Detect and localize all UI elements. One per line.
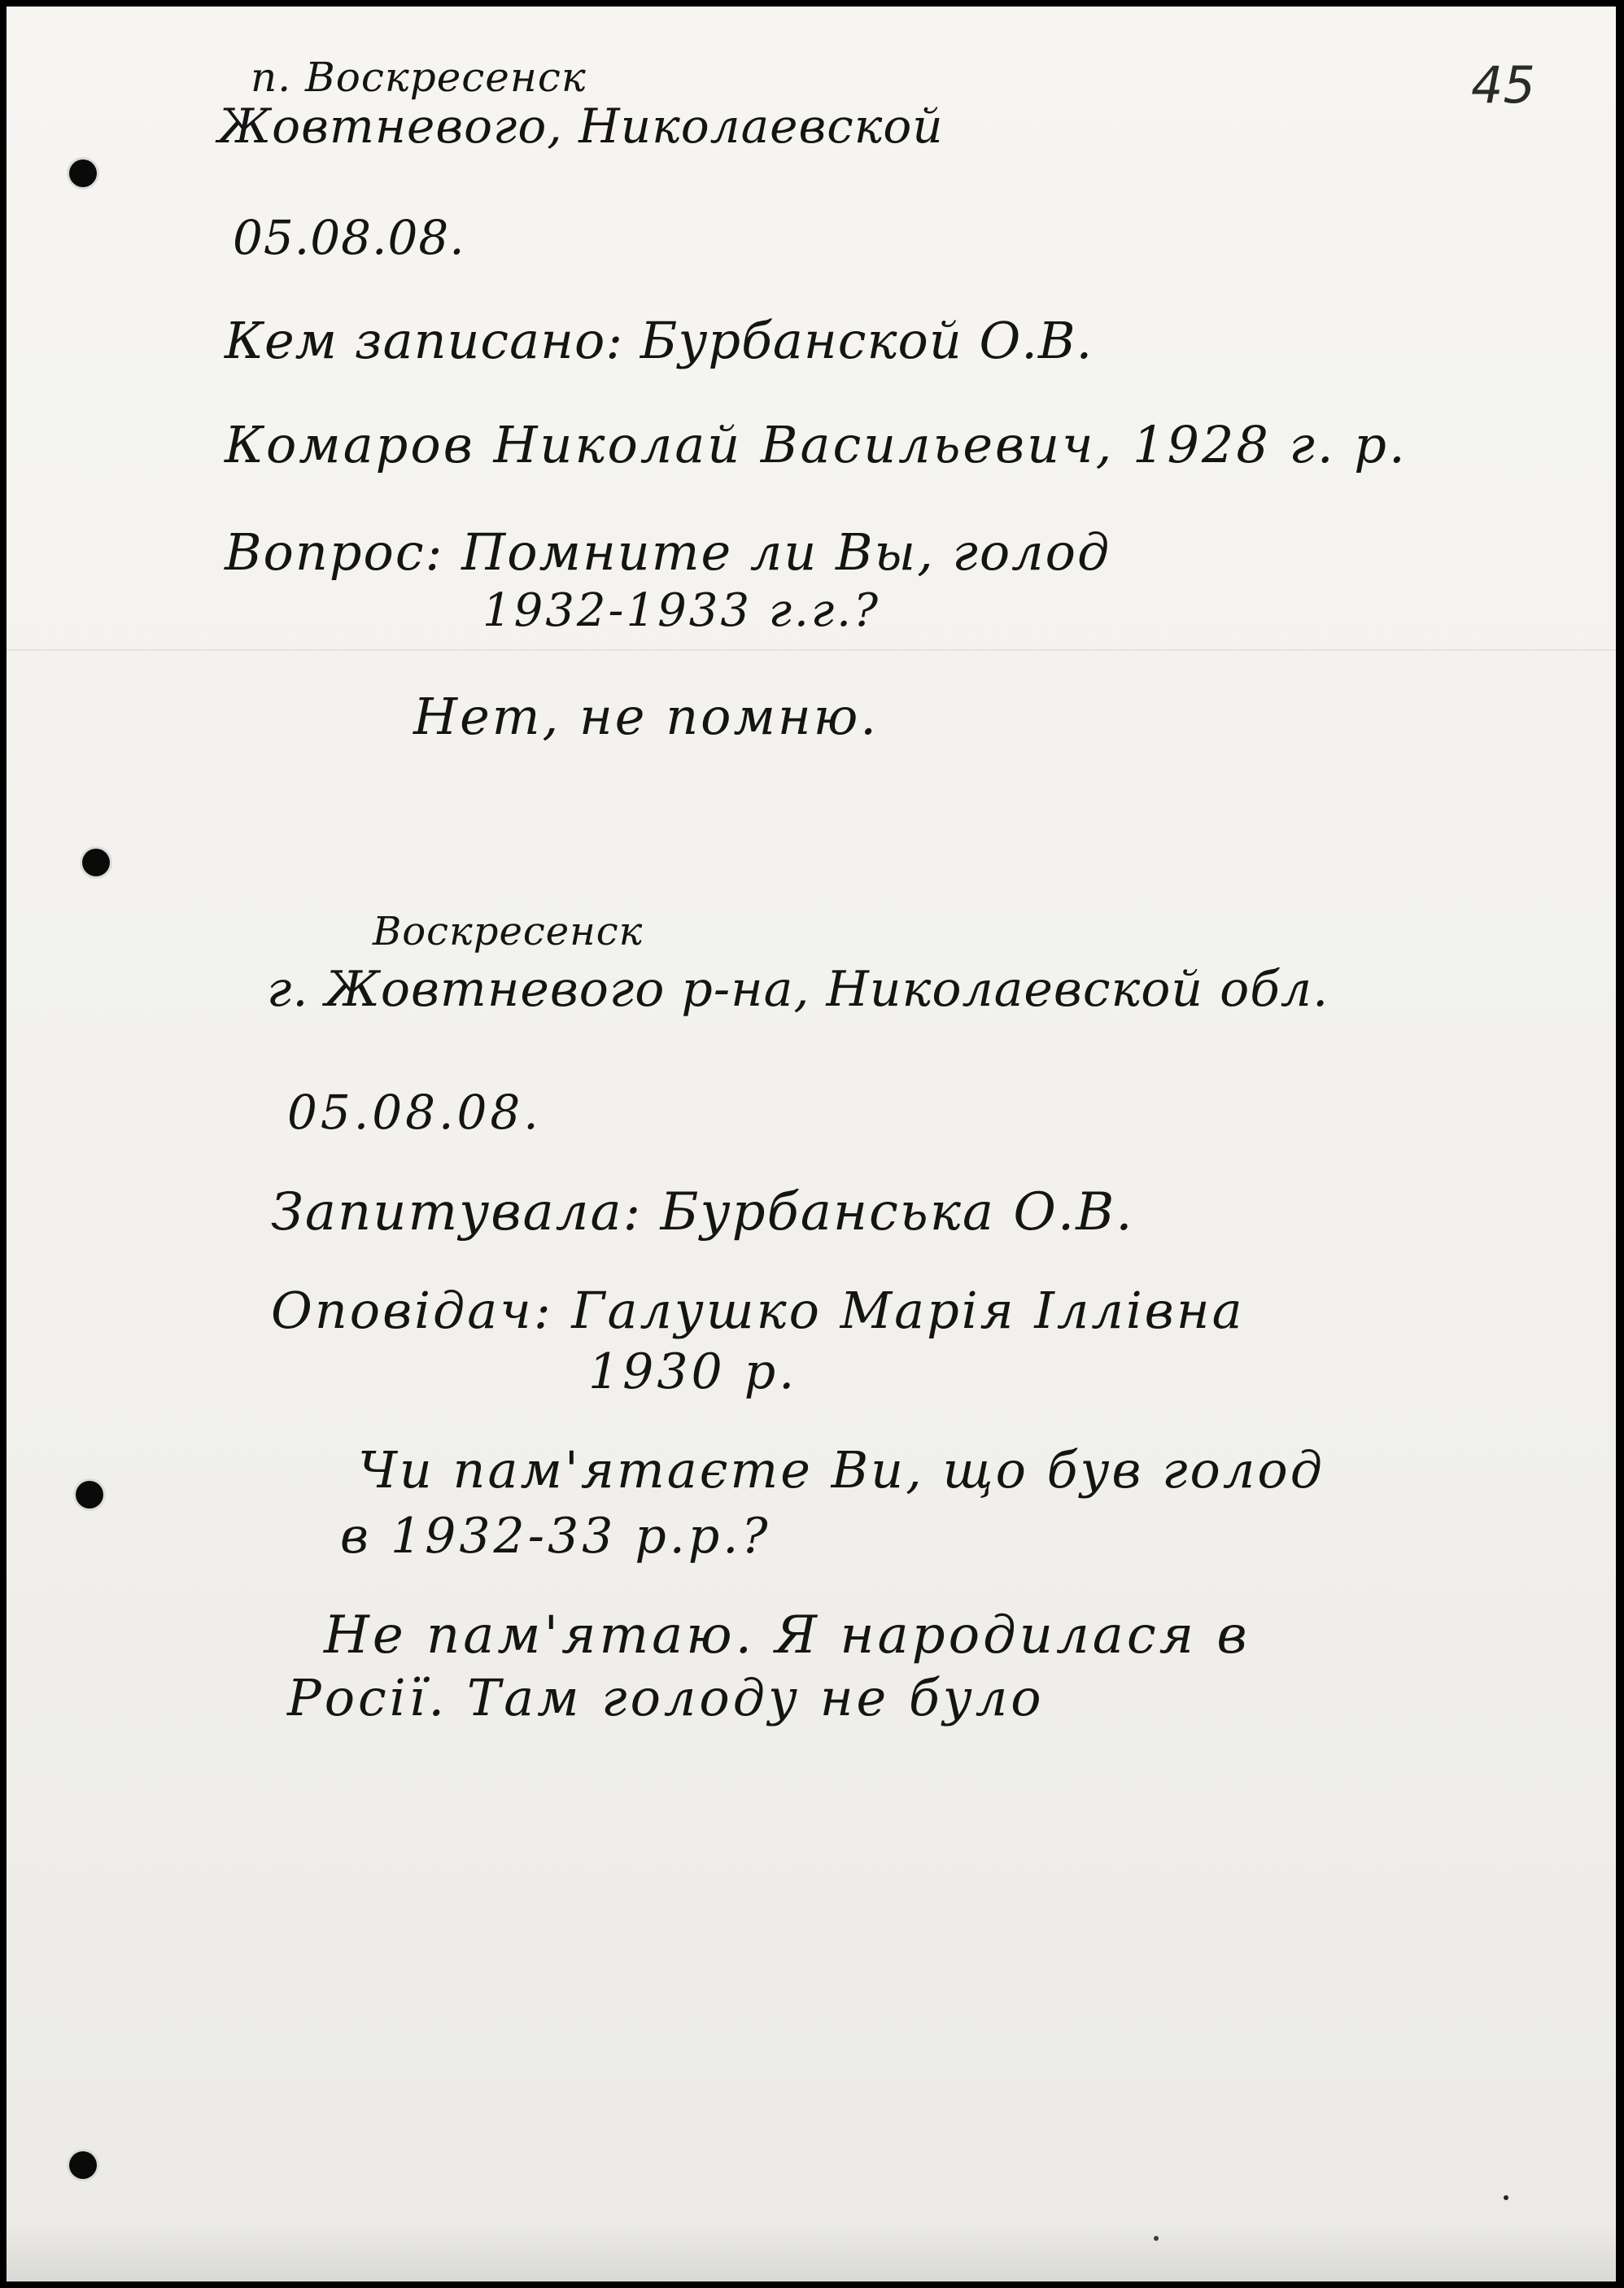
record1-question-line2: 1932-1933 г.г.? xyxy=(482,584,880,637)
record2-place-line1: Воскресенск xyxy=(373,909,644,954)
record2-answer-line1: Не пам'ятаю. Я народилася в xyxy=(324,1605,1251,1666)
record1-date: 05.08.08. xyxy=(233,210,465,265)
page-number: 45 xyxy=(1471,55,1535,115)
record1-question-line1: Вопрос: Помните ли Вы, голод xyxy=(225,522,1111,582)
record2-question-line1: Чи пам'ятаєте Ви, що був голод xyxy=(358,1440,1325,1500)
punch-hole-icon xyxy=(82,849,110,876)
record1-answer: Нет, не помню. xyxy=(413,687,879,746)
document-page xyxy=(7,7,1616,2281)
record2-answer-line2: Росії. Там голоду не було xyxy=(287,1668,1045,1727)
record1-recorded-by: Кем записано: Бурбанской О.В. xyxy=(225,311,1094,370)
record2-narrator-line1: Оповідач: Галушко Марія Іллівна xyxy=(271,1281,1245,1340)
record1-place-line1: п. Воскресенск xyxy=(251,54,587,101)
punch-hole-icon xyxy=(76,1481,103,1509)
fold-line xyxy=(7,649,1616,651)
punch-hole-icon xyxy=(69,2151,97,2179)
record2-place-line2: г. Жовтневого р-на, Николаевской обл. xyxy=(267,961,1329,1018)
ink-speck xyxy=(1504,2195,1508,2200)
ink-speck xyxy=(1154,2236,1159,2241)
record2-question-line2: в 1932-33 р.р.? xyxy=(340,1508,771,1565)
record2-narrator-line2: 1930 р. xyxy=(588,1343,798,1400)
record2-interviewer: Запитувала: Бурбанська О.В. xyxy=(271,1182,1134,1242)
record1-narrator: Комаров Николай Васильевич, 1928 г. р. xyxy=(225,415,1408,474)
record2-date: 05.08.08. xyxy=(287,1085,542,1140)
punch-hole-icon xyxy=(69,159,97,187)
record1-place-line2: Жовтневого, Николаевской xyxy=(218,98,944,154)
